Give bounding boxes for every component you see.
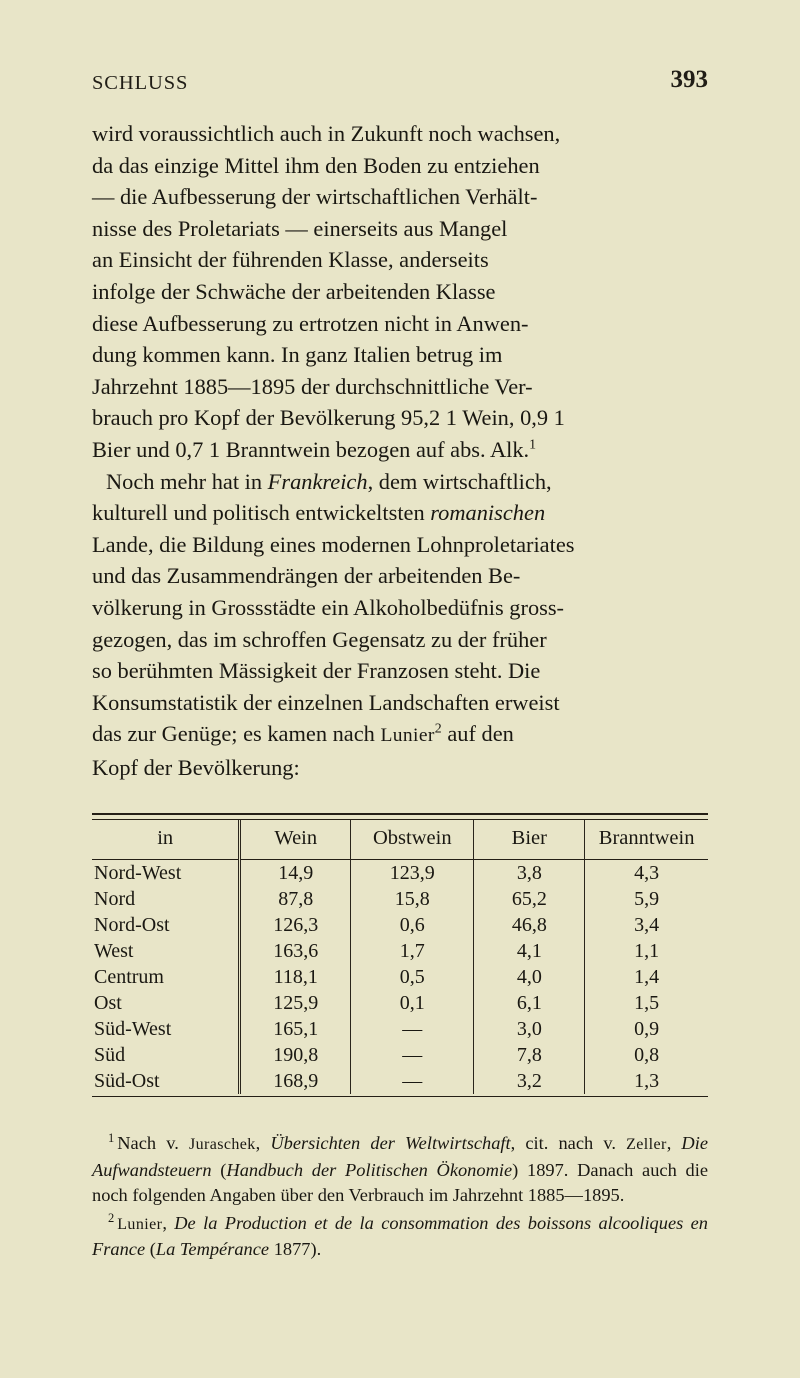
text-line: dung kommen kann. In ganz Italien betrug im [92, 342, 503, 368]
cell-wein: 14,9 [240, 860, 351, 887]
footnote-2 [92, 1211, 708, 1263]
text-line: Noch mehr hat in Frankreich, dem wirtschaftlich, [106, 468, 552, 494]
text-line: völkerung in Grossstädte ein Alkoholbedüfnis gross- [92, 594, 565, 620]
cell-bier: 3,8 [474, 860, 585, 887]
cell-region: Ost [94, 991, 122, 1014]
cell-branntwein: 3,4 [585, 912, 708, 938]
running-head-title: SCHLUSS [92, 72, 189, 94]
column-header-obstwein: Obstwein [351, 820, 474, 860]
text-line: wird voraussichtlich auch in Zukunft noch wachsen, [92, 121, 561, 146]
text-line: nisse des Proletariats — einerseits aus Mangel [92, 215, 508, 241]
cell-bier: 46,8 [474, 912, 585, 938]
table-row [92, 912, 708, 938]
table-header [92, 820, 708, 860]
cell-branntwein: 1,3 [585, 1068, 708, 1094]
table-top-rule [92, 813, 708, 820]
table-row [92, 1068, 708, 1094]
cell-region: West [94, 939, 134, 962]
cell-wein: 163,6 [240, 938, 351, 964]
text-line: da das einzige Mittel ihm den Boden zu entziehen [92, 152, 540, 178]
column-header-branntwein: Branntwein [585, 820, 708, 860]
cell-obstwein: — [351, 1042, 474, 1068]
cell-branntwein: 0,8 [585, 1042, 708, 1068]
table-header-row [92, 820, 708, 860]
body-text [92, 118, 708, 783]
consumption-table-wrapper [92, 813, 708, 1097]
cell-region: Nord [94, 887, 136, 910]
table-body [92, 860, 708, 1095]
text-line: so berühmten Mässigkeit der Franzosen steht. Die [92, 658, 541, 684]
cell-bier: 7,8 [474, 1042, 585, 1068]
text-line: diese Aufbesserung zu ertrotzen nicht in Anwen- [92, 310, 529, 336]
cell-obstwein: — [351, 1068, 474, 1094]
running-head [92, 62, 708, 118]
cell-wein: 125,9 [240, 990, 351, 1016]
cell-branntwein: 1,1 [585, 938, 708, 964]
text-line: infolge der Schwäche der arbeitenden Klasse [92, 278, 496, 304]
cell-obstwein: 0,5 [351, 964, 474, 990]
footnote-marker: 2 [108, 1210, 115, 1225]
text-line: Bier und 0,7 1 Branntwein bezogen auf abs. Alk.$^1$ [92, 436, 537, 462]
column-header-region: in [157, 827, 174, 850]
footnote-1-text: Nach v. Juraschek, Übersichten der Weltwirtschaft, cit. nach v. Zeller, Die Aufwandsteuern (Handbuch der Politischen Ökonomie) 1897. Danach auch die noch folgenden Angaben über den Verbrauch im Jahrzehnt 1885—1895. [92, 1133, 708, 1206]
cell-bier: 3,0 [474, 1016, 585, 1042]
table-bottom-rule [92, 1096, 708, 1097]
table-row [92, 860, 708, 887]
cell-obstwein: 1,7 [351, 938, 474, 964]
consumption-table [92, 820, 708, 1094]
cell-region: Nord-West [94, 861, 182, 884]
cell-wein: 118,1 [240, 964, 351, 990]
footnote-marker: 1 [108, 1131, 115, 1146]
cell-wein: 165,1 [240, 1016, 351, 1042]
cell-branntwein: 5,9 [585, 886, 708, 912]
footnote-1 [92, 1131, 708, 1209]
text-line: Jahrzehnt 1885—1895 der durchschnittliche Ver- [92, 373, 533, 399]
text-line: Kopf der Bevölkerung: [92, 754, 300, 780]
cell-obstwein: 0,1 [351, 990, 474, 1016]
footnote-2-text: Lunier, De la Production et de la consommation des boissons alcooliques en France (La Tempérance 1877). [92, 1212, 708, 1260]
text-line: und das Zusammendrängen der arbeitenden Be- [92, 563, 521, 589]
cell-branntwein: 4,3 [585, 860, 708, 887]
cell-region: Centrum [94, 965, 164, 988]
text-line: — die Aufbesserung der wirtschaftlichen Verhält- [92, 184, 538, 210]
text-line: brauch pro Kopf der Bevölkerung 95,2 1 Wein, 0,9 1 [92, 405, 565, 431]
cell-obstwein: — [351, 1016, 474, 1042]
cell-bier: 4,0 [474, 964, 585, 990]
text-line: Lande, die Bildung eines modernen Lohnproletariates [92, 531, 575, 557]
text-line: gezogen, das im schroffen Gegensatz zu der früher [92, 626, 547, 652]
page-number: 393 [670, 66, 708, 93]
cell-region: Süd-Ost [94, 1069, 160, 1092]
cell-branntwein: 0,9 [585, 1016, 708, 1042]
cell-bier: 6,1 [474, 990, 585, 1016]
text-line: an Einsicht der führenden Klasse, anderseits [92, 247, 489, 273]
document-page [0, 62, 800, 1378]
text-line: Konsumstatistik der einzelnen Landschaften erweist [92, 689, 560, 715]
cell-branntwein: 1,4 [585, 964, 708, 990]
cell-wein: 190,8 [240, 1042, 351, 1068]
table-row [92, 1042, 708, 1068]
table-row [92, 990, 708, 1016]
table-row [92, 964, 708, 990]
cell-wein: 168,9 [240, 1068, 351, 1094]
cell-bier: 65,2 [474, 886, 585, 912]
footnotes [92, 1131, 708, 1263]
table-row [92, 886, 708, 912]
cell-obstwein: 15,8 [351, 886, 474, 912]
cell-branntwein: 1,5 [585, 990, 708, 1016]
cell-region: Süd-West [94, 1017, 172, 1040]
text-line: kulturell und politisch entwickeltsten romanischen [92, 500, 546, 526]
table-row [92, 938, 708, 964]
cell-wein: 87,8 [240, 886, 351, 912]
cell-obstwein: 123,9 [351, 860, 474, 887]
cell-region: Süd [94, 1043, 126, 1066]
table-row [92, 1016, 708, 1042]
cell-wein: 126,3 [240, 912, 351, 938]
cell-bier: 3,2 [474, 1068, 585, 1094]
cell-bier: 4,1 [474, 938, 585, 964]
cell-region: Nord-Ost [94, 913, 170, 936]
paragraph-main [92, 118, 708, 783]
text-line: das zur Genüge; es kamen nach Lunier$^2$ auf den [92, 721, 514, 747]
column-header-wein: Wein [240, 820, 351, 860]
cell-obstwein: 0,6 [351, 912, 474, 938]
column-header-bier: Bier [474, 820, 585, 860]
